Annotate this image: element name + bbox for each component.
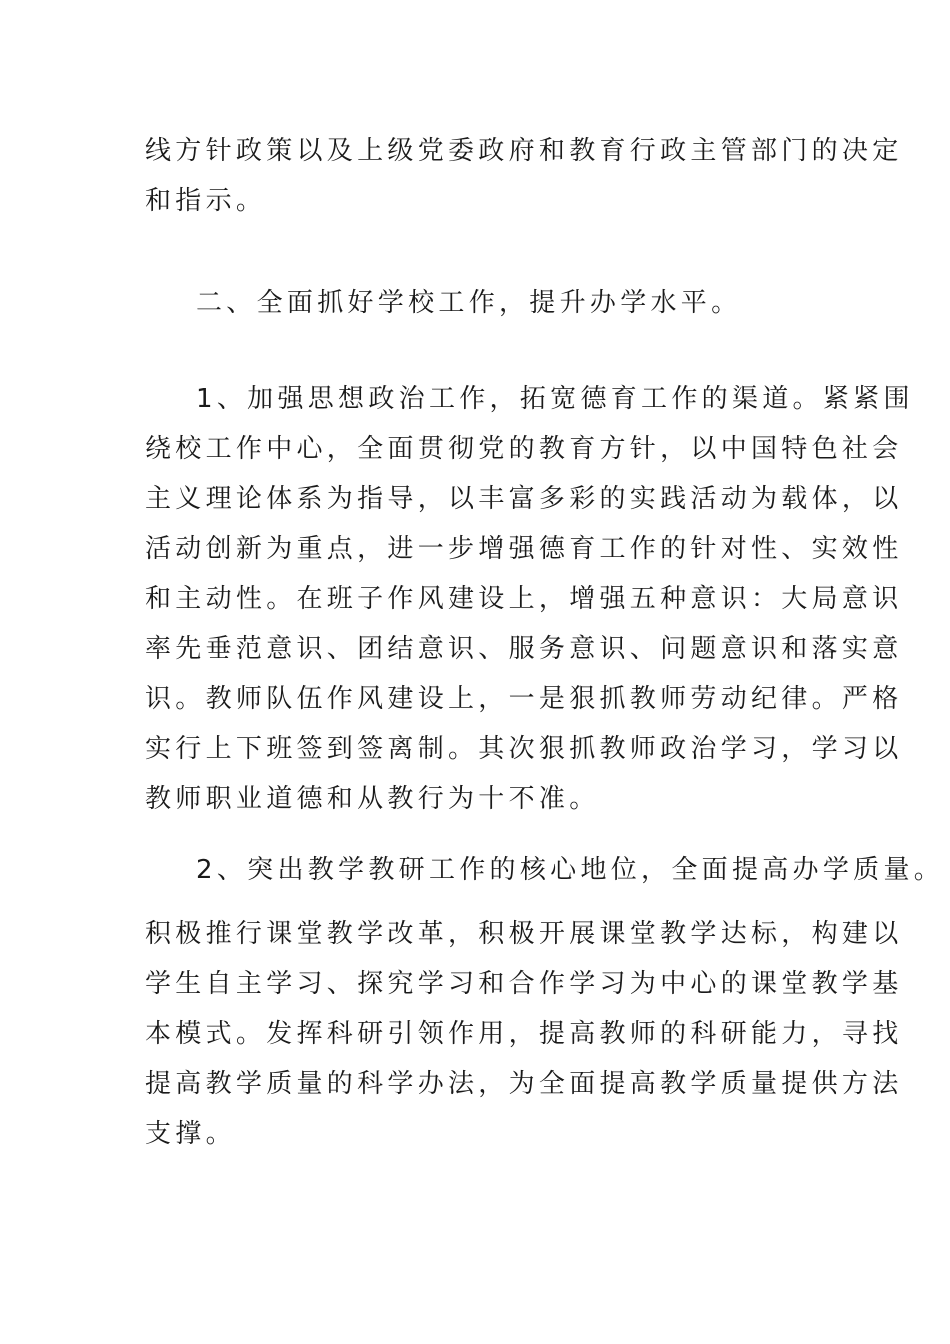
text-line: 和指示。 — [145, 186, 267, 216]
text-line: 本模式。发挥科研引领作用，提高教师的科研能力，寻找 — [145, 1019, 903, 1049]
text-line: 活动创新为重点，进一步增强德育工作的针对性、实效性 — [145, 534, 903, 564]
text-line: 二、全面抓好学校工作，提升办学水平。 — [196, 288, 742, 318]
text-line: 率先垂范意识、团结意识、服务意识、问题意识和落实意 — [145, 634, 903, 664]
text-line: 教师职业道德和从教行为十不准。 — [145, 784, 600, 814]
text-line: 1、加强思想政治工作，拓宽德育工作的渠道。紧紧围 — [196, 384, 914, 414]
text-line: 学生自主学习、探究学习和合作学习为中心的课堂教学基 — [145, 969, 903, 999]
text-line: 绕校工作中心，全面贯彻党的教育方针，以中国特色社会 — [145, 434, 903, 464]
text-line: 主义理论体系为指导，以丰富多彩的实践活动为载体，以 — [145, 484, 903, 514]
text-line: 积极推行课堂教学改革，积极开展课堂教学达标，构建以 — [145, 919, 903, 949]
text-line: 识。教师队伍作风建设上，一是狠抓教师劳动纪律。严格 — [145, 684, 903, 714]
text-line: 和主动性。在班子作风建设上，增强五种意识：大局意识 — [145, 584, 903, 614]
text-line: 2、突出教学教研工作的核心地位，全面提高办学质量。 — [196, 855, 945, 885]
text-line: 线方针政策以及上级党委政府和教育行政主管部门的决定 — [145, 136, 903, 166]
text-line: 提高教学质量的科学办法，为全面提高教学质量提供方法 — [145, 1069, 903, 1099]
text-line: 实行上下班签到签离制。其次狠抓教师政治学习，学习以 — [145, 734, 903, 764]
text-line: 支撑。 — [145, 1119, 236, 1149]
